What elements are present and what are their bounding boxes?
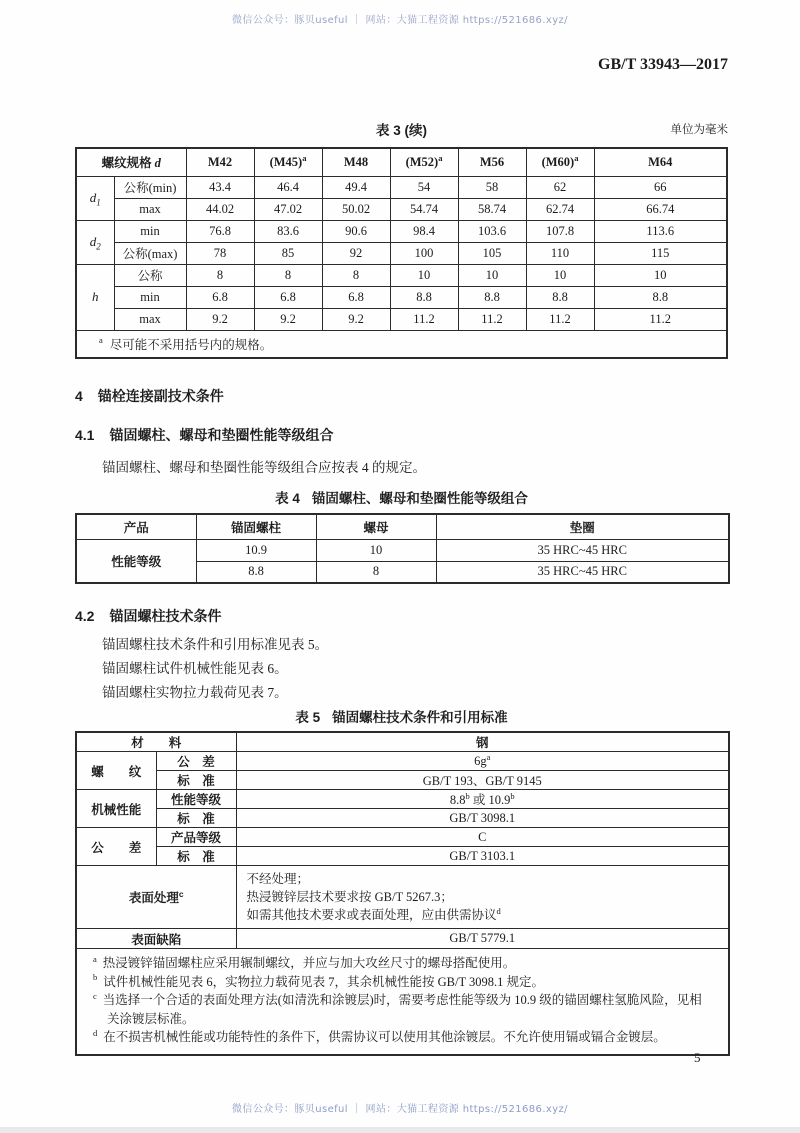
- surface-line: 热浸镀锌层技术要求按 GB/T 5267.3；: [246, 890, 453, 904]
- table5-footnotes: [76, 949, 729, 1055]
- table3-row-label: max: [114, 308, 186, 330]
- table3-cell: 43.4: [186, 176, 254, 198]
- table3-cell: 6.8: [322, 286, 390, 308]
- section-4-heading: 4 锚栓连接副技术条件: [75, 388, 224, 404]
- table3-spec-header: 螺纹规格 d: [76, 148, 186, 176]
- table4-cell: 10.9: [196, 539, 316, 561]
- table3-symbol-h: h: [76, 264, 114, 330]
- section-4-2-paragraphs: [75, 633, 728, 705]
- table3-cell: 8: [186, 264, 254, 286]
- table3-cell: 50.02: [322, 198, 390, 220]
- table3-cell: 90.6: [322, 220, 390, 242]
- table3-cell: 58.74: [458, 198, 526, 220]
- standard-number: GB/T 33943—2017: [598, 56, 728, 73]
- table3-col-m56: M56: [458, 148, 526, 176]
- table4-cell: 10: [316, 539, 436, 561]
- surface-line: 如需其他技术要求或表面处理，应由供需协议$^d$: [246, 905, 501, 922]
- table3-cell: 8.8: [594, 286, 727, 308]
- table4-header-stud: 锚固螺柱: [196, 514, 316, 539]
- table3-cell: 115: [594, 242, 727, 264]
- table3-cell: 85: [254, 242, 322, 264]
- table5-material-label: 材 料: [76, 732, 236, 752]
- table3-col-m45: $(M45)^a$: [254, 148, 322, 176]
- table5-tol-standard-key: 标 准: [156, 847, 236, 866]
- table5-mech-standard-value: GB/T 3098.1: [236, 809, 729, 828]
- table3-cell: 6.8: [186, 286, 254, 308]
- table3-cell: 9.2: [186, 308, 254, 330]
- table3-symbol-d1: $d_1$: [76, 176, 114, 220]
- table3-cell: 62: [526, 176, 594, 198]
- table3-cell: 113.6: [594, 220, 727, 242]
- table3-cell: 100: [390, 242, 458, 264]
- table5-mechanical-label: 机械性能: [76, 790, 156, 828]
- table3-row-label: 公称(max): [114, 242, 186, 264]
- table5-surface-label: 表面处理$^c$: [76, 866, 236, 929]
- page-bottom-edge: [0, 1127, 800, 1133]
- table4-caption: 表 4 锚固螺柱、螺母和垫圈性能等级组合: [275, 491, 528, 506]
- table3-cell: 47.02: [254, 198, 322, 220]
- footnote-b: $^b$ 试件机械性能见表 6，实物拉力载荷见表 7，其余机械性能按 GB/T 3098.1 规定。: [93, 972, 544, 989]
- table3-cell: 78: [186, 242, 254, 264]
- table3-cell: 44.02: [186, 198, 254, 220]
- table3-cell: 9.2: [254, 308, 322, 330]
- table5-thread-tolerance-value: $6g^a$: [236, 752, 729, 771]
- table5-thread-standard-value: GB/T 193、GB/T 9145: [236, 771, 729, 790]
- table3-cell: 10: [526, 264, 594, 286]
- table3-caption: 表 3 (续): [375, 123, 427, 138]
- table4-header-product: 产品: [76, 514, 196, 539]
- table3-cell: 49.4: [322, 176, 390, 198]
- table3-cell: 10: [594, 264, 727, 286]
- table5-product-grade-key: 产品等级: [156, 828, 236, 847]
- table3-cell: 54.74: [390, 198, 458, 220]
- table3-cell: 62.74: [526, 198, 594, 220]
- table3-col-m48: M48: [322, 148, 390, 176]
- table3-cell: 8: [254, 264, 322, 286]
- footnote-a: $^a$ 热浸镀锌锚固螺柱应采用辗制螺纹，并应与加大攻丝尺寸的螺母搭配使用。: [93, 953, 516, 970]
- table5-product-grade-value: C: [236, 828, 729, 847]
- table3-cell: 10: [390, 264, 458, 286]
- table5-thread-tolerance-key: 公 差: [156, 752, 236, 771]
- table4-cell: 35 HRC~45 HRC: [436, 539, 729, 561]
- table3-row-label: 公称: [114, 264, 186, 286]
- table4-header-nut: 螺母: [316, 514, 436, 539]
- table5-thread-label: 螺 纹: [76, 752, 156, 790]
- table3-col-m52: $(M52)^a$: [390, 148, 458, 176]
- table5-grade-value: 8.8$^b$ 或 10.9$^b$: [236, 790, 729, 809]
- table3-cell: 58: [458, 176, 526, 198]
- table5-defect-value: GB/T 5779.1: [236, 929, 729, 949]
- table3-symbol-d2: $d_2$: [76, 220, 114, 264]
- watermark-top: 微信公众号：豚贝useful ｜ 网站：大猫工程资源 https://521686.xyz/: [232, 15, 568, 26]
- paragraph: 锚固螺柱技术条件和引用标准见表 5。: [102, 637, 329, 652]
- footnote-c: $^c$ 当选择一个合适的表面处理方法(如清洗和涂镀层)时，需要考虑性能等级为 10.9 级的锚固螺柱氢脆风险，见相关涂镀层标准。: [93, 990, 702, 1026]
- table3-cell: 6.8: [254, 286, 322, 308]
- table3-cell: 9.2: [322, 308, 390, 330]
- page-number: 5: [694, 1050, 701, 1065]
- paragraph: 锚固螺柱试件机械性能见表 6。: [102, 661, 288, 676]
- paragraph: 锚固螺柱实物拉力载荷见表 7。: [102, 685, 288, 700]
- table3-cell: 66.74: [594, 198, 727, 220]
- table5-mech-standard-key: 标 准: [156, 809, 236, 828]
- table3-cell: 66: [594, 176, 727, 198]
- section-4-1-paragraph: 锚固螺柱、螺母和垫圈性能等级组合应按表 4 的规定。: [102, 460, 426, 475]
- table5-tol-standard-value: GB/T 3103.1: [236, 847, 729, 866]
- table3-row-label: min: [114, 286, 186, 308]
- table3-cell: 83.6: [254, 220, 322, 242]
- section-4-1-heading: 4.1 锚固螺柱、螺母和垫圈性能等级组合: [75, 427, 334, 443]
- table3-cell: 11.2: [526, 308, 594, 330]
- table3-cell: 107.8: [526, 220, 594, 242]
- table3-cell: 103.6: [458, 220, 526, 242]
- table5-caption: 表 5 锚固螺柱技术条件和引用标准: [295, 710, 508, 725]
- table4-cell: 8: [316, 561, 436, 583]
- table3-cell: 8.8: [458, 286, 526, 308]
- table3-cell: 8.8: [390, 286, 458, 308]
- table3-cell: 11.2: [390, 308, 458, 330]
- table5-grade-key: 性能等级: [156, 790, 236, 809]
- unit-note: 单位为毫米: [670, 124, 728, 136]
- section-4-2-heading: 4.2 锚固螺柱技术条件: [75, 608, 222, 624]
- table5-defect-label: 表面缺陷: [76, 929, 236, 949]
- table3-cell: 8.8: [526, 286, 594, 308]
- table3-cell: 8: [322, 264, 390, 286]
- surface-line: 不经处理；: [246, 872, 310, 886]
- table5-thread-standard-key: 标 准: [156, 771, 236, 790]
- table3-cell: 76.8: [186, 220, 254, 242]
- table5-tolerance-label: 公 差: [76, 828, 156, 866]
- table3-row-label: min: [114, 220, 186, 242]
- table3-cell: 46.4: [254, 176, 322, 198]
- table4-cell: 35 HRC~45 HRC: [436, 561, 729, 583]
- table3-cell: 11.2: [458, 308, 526, 330]
- table3-cell: 92: [322, 242, 390, 264]
- table3-col-m60: $(M60)^a$: [526, 148, 594, 176]
- table4: [75, 513, 730, 584]
- table3-col-m42: M42: [186, 148, 254, 176]
- table3-row-label: 公称(min): [114, 176, 186, 198]
- table5-surface-value: [236, 866, 729, 929]
- table3-cell: 110: [526, 242, 594, 264]
- table3-col-m64: M64: [594, 148, 727, 176]
- table3-cell: 54: [390, 176, 458, 198]
- table3-cell: 10: [458, 264, 526, 286]
- table4-header-washer: 垫圈: [436, 514, 729, 539]
- table4-cell: 8.8: [196, 561, 316, 583]
- table3-footnote: $^a$ 尽可能不采用括号内的规格。: [76, 330, 727, 358]
- table3-cell: 105: [458, 242, 526, 264]
- table3-cell: 11.2: [594, 308, 727, 330]
- table3-row-label: max: [114, 198, 186, 220]
- watermark-bottom: 微信公众号：豚贝useful ｜ 网站：大猫工程资源 https://521686.xyz/: [232, 1104, 568, 1115]
- table3-caption-row: [75, 119, 728, 139]
- table5-material-value: 钢: [236, 732, 729, 752]
- table3-cell: 98.4: [390, 220, 458, 242]
- footnote-d: $^d$ 在不损害机械性能或功能特性的条件下，供需协议可以使用其他涂镀层。不允许使用镉或镉合金镀层。: [93, 1027, 666, 1044]
- table5: [75, 731, 730, 1056]
- table3: [75, 147, 728, 359]
- table4-row-label: 性能等级: [76, 539, 196, 583]
